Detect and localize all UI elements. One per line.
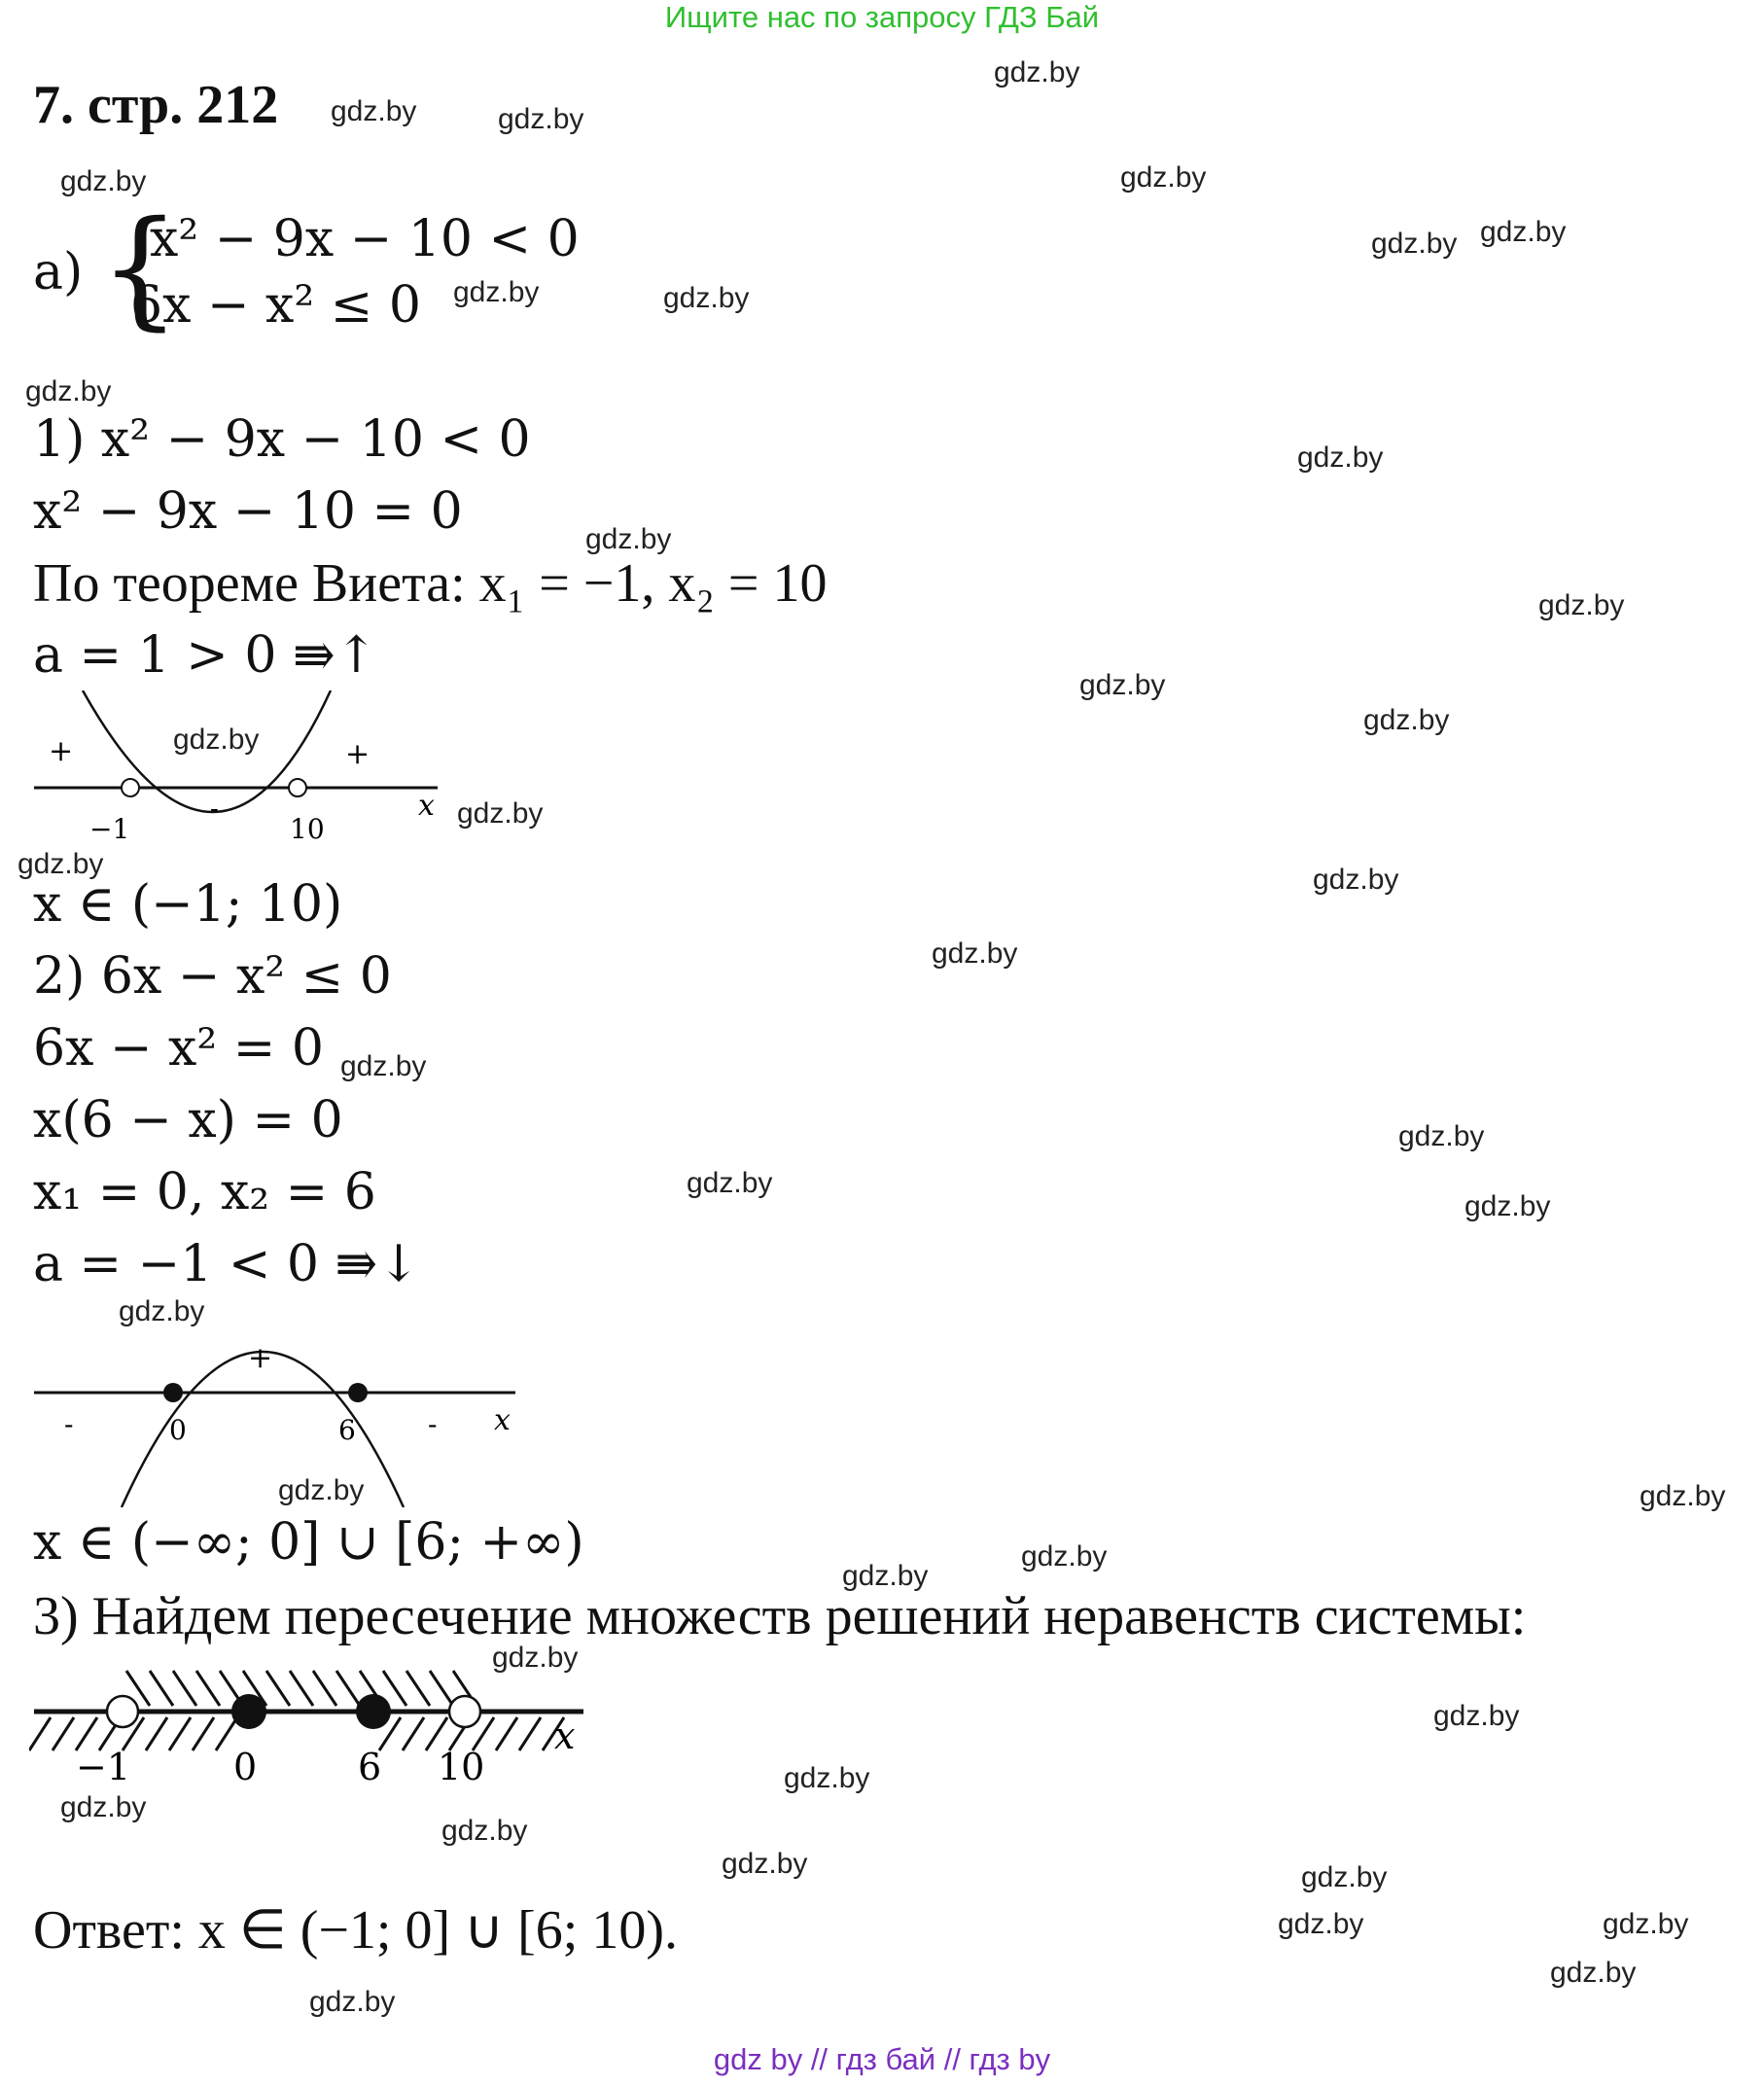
filled-point-icon bbox=[348, 1383, 368, 1402]
open-point-icon bbox=[107, 1696, 138, 1727]
watermark: gdz.by bbox=[784, 1762, 870, 1794]
watermark: gdz.by bbox=[1550, 1957, 1637, 1989]
axis-label: x bbox=[494, 1403, 511, 1437]
tick-label: 6 bbox=[358, 1746, 382, 1788]
axis-label: x bbox=[554, 1714, 576, 1757]
watermark: gdz.by bbox=[1301, 1861, 1388, 1893]
sign-plus-right: + bbox=[345, 737, 370, 771]
watermark: gdz.by bbox=[340, 1050, 427, 1082]
top-banner[interactable]: Ищите нас по запросу ГДЗ Бай bbox=[664, 0, 1100, 34]
watermark: gdz.by bbox=[1538, 589, 1625, 621]
watermark: gdz.by bbox=[441, 1815, 528, 1847]
footer-links[interactable]: gdz by // гдз бай // гдз by bbox=[713, 2042, 1051, 2076]
watermark: gdz.by bbox=[457, 797, 544, 830]
watermark: gdz.by bbox=[585, 523, 672, 555]
watermark: gdz.by bbox=[663, 282, 750, 314]
sign-plus-left: + bbox=[49, 734, 74, 768]
intersection-graph bbox=[29, 1661, 613, 1797]
open-point-icon bbox=[289, 779, 306, 796]
root-label-1: 0 bbox=[169, 1414, 187, 1446]
sign-minus-left: - bbox=[64, 1408, 74, 1440]
watermark: gdz.by bbox=[1480, 216, 1567, 248]
watermark: gdz.by bbox=[492, 1642, 579, 1674]
watermark: gdz.by bbox=[722, 1848, 808, 1880]
watermark: gdz.by bbox=[1363, 704, 1450, 736]
watermark: gdz.by bbox=[687, 1167, 773, 1199]
step2-line-2: 6x − x² = 0 bbox=[33, 1019, 324, 1078]
filled-point-icon bbox=[356, 1694, 391, 1729]
answer: Ответ: x ∈ (−1; 0] ∪ [6; 10). bbox=[33, 1900, 678, 1961]
system-row-1: x² − 9x − 10 < 0 bbox=[150, 210, 580, 268]
watermark: gdz.by bbox=[1433, 1700, 1520, 1732]
step2-line-3: x(6 − x) = 0 bbox=[33, 1091, 343, 1149]
step1-line-1: 1) x² − 9x − 10 < 0 bbox=[33, 410, 531, 469]
watermark: gdz.by bbox=[25, 375, 112, 407]
step2-line-4: x₁ = 0, x₂ = 6 bbox=[33, 1163, 376, 1221]
step1-result: x ∈ (−1; 10) bbox=[33, 875, 343, 934]
system-row-2: 6x − x² ≤ 0 bbox=[130, 276, 421, 335]
part-label: а) bbox=[33, 243, 84, 301]
watermark: gdz.by bbox=[1603, 1908, 1689, 1940]
watermark: gdz.by bbox=[309, 1986, 396, 2018]
watermark: gdz.by bbox=[1120, 161, 1207, 194]
watermark: gdz.by bbox=[1398, 1120, 1485, 1152]
root-label-1: −1 bbox=[89, 813, 130, 845]
watermark: gdz.by bbox=[1079, 669, 1166, 701]
step2-line-1: 2) 6x − x² ≤ 0 bbox=[33, 947, 392, 1006]
tick-label: 10 bbox=[438, 1746, 485, 1788]
watermark: gdz.by bbox=[1297, 442, 1384, 474]
step2-line-5: a = −1 < 0 ⇛↓ bbox=[33, 1235, 420, 1293]
watermark: gdz.by bbox=[278, 1474, 365, 1506]
watermark: gdz.by bbox=[842, 1560, 929, 1592]
watermark: gdz.by bbox=[1640, 1480, 1726, 1512]
watermark: gdz.by bbox=[18, 848, 104, 880]
watermark: gdz.by bbox=[453, 276, 540, 308]
watermark: gdz.by bbox=[173, 724, 260, 756]
sign-minus: - bbox=[210, 795, 219, 824]
axis-label: x bbox=[418, 789, 435, 823]
root-label-2: 6 bbox=[338, 1414, 356, 1446]
watermark: gdz.by bbox=[1278, 1908, 1364, 1940]
brace-icon: { bbox=[99, 194, 181, 343]
watermark: gdz.by bbox=[1464, 1190, 1551, 1222]
filled-point-icon bbox=[231, 1694, 266, 1729]
watermark: gdz.by bbox=[60, 1791, 147, 1823]
step1-line-3: По теореме Виета: x₁ = −1, x₂ = 10 bbox=[33, 553, 828, 614]
step3-line-1: 3) Найдем пересечение множеств решений неравенств системы: bbox=[33, 1586, 1527, 1646]
watermark: gdz.by bbox=[994, 56, 1080, 88]
sign-minus-right: - bbox=[428, 1408, 438, 1440]
watermark: gdz.by bbox=[119, 1295, 205, 1327]
watermark: gdz.by bbox=[932, 937, 1018, 970]
watermark: gdz.by bbox=[1313, 864, 1399, 896]
step1-line-4: a = 1 > 0 ⇛↑ bbox=[33, 626, 378, 685]
step1-line-2: x² − 9x − 10 = 0 bbox=[33, 482, 463, 541]
root-label-2: 10 bbox=[290, 813, 325, 845]
open-point-icon bbox=[449, 1696, 480, 1727]
watermark: gdz.by bbox=[498, 103, 584, 135]
step2-result: x ∈ (−∞; 0] ∪ [6; +∞) bbox=[33, 1513, 584, 1572]
exercise-title: 7. стр. 212 bbox=[33, 75, 279, 135]
tick-label: −1 bbox=[76, 1746, 131, 1788]
parabola-up-graph bbox=[29, 690, 457, 866]
sign-plus: + bbox=[248, 1341, 273, 1375]
watermark: gdz.by bbox=[1371, 228, 1458, 260]
watermark: gdz.by bbox=[60, 165, 147, 197]
filled-point-icon bbox=[163, 1383, 183, 1402]
open-point-icon bbox=[122, 779, 139, 796]
hatching-above bbox=[126, 1671, 476, 1706]
tick-label: 0 bbox=[233, 1746, 258, 1788]
watermark: gdz.by bbox=[331, 95, 417, 127]
watermark: gdz.by bbox=[1021, 1540, 1108, 1573]
